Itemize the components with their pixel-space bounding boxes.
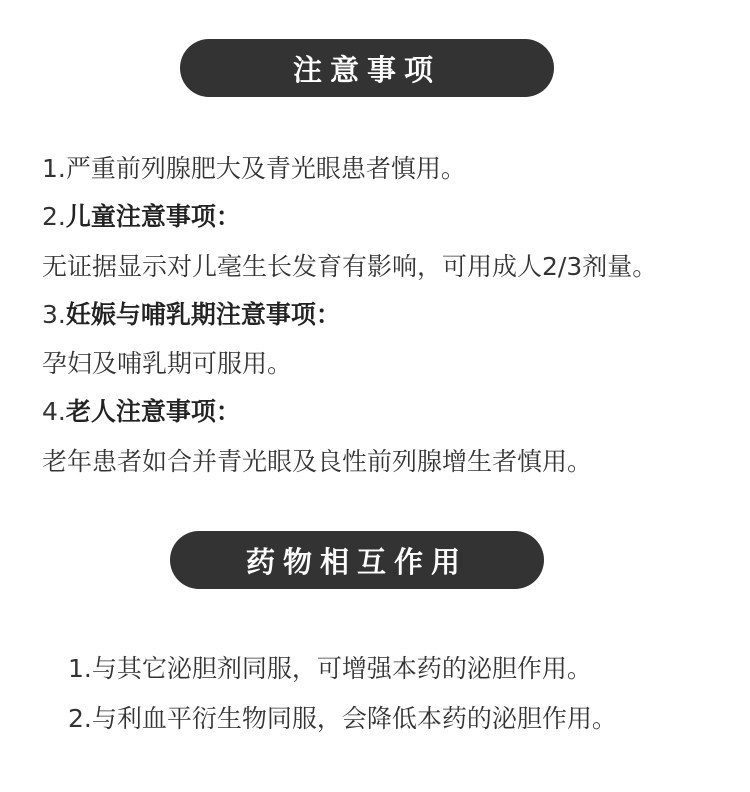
item-text: 老年患者如合并青光眼及良性前列腺增生者慎用。	[42, 447, 593, 476]
precaution-item-3-text	[42, 348, 292, 380]
item-heading: 妊娠与哺乳期注意事项：	[65, 300, 341, 329]
section-title-precautions	[180, 39, 554, 97]
precaution-item-3-heading	[42, 299, 341, 331]
item-number: 4.	[42, 397, 66, 426]
section-title-text: 药物相互作用	[245, 544, 468, 579]
item-text: 1.与其它泌胆剂同服，可增强本药的泌胆作用。	[68, 654, 592, 683]
item-text: 孕妇及哺乳期可服用。	[42, 349, 293, 378]
item-text: 无证据显示对儿毫生长发育有影响，可用成人2/3剂量。	[42, 252, 658, 281]
item-number: 1.	[42, 154, 66, 183]
item-number: 3.	[42, 300, 66, 329]
interaction-item-2	[68, 703, 617, 735]
precaution-item-1	[42, 153, 466, 185]
item-number: 2.	[42, 202, 66, 231]
precaution-item-2-heading	[42, 201, 241, 233]
item-heading: 儿童注意事项：	[65, 202, 241, 231]
item-text: 2.与利血平衍生物同服，会降低本药的泌胆作用。	[68, 704, 617, 733]
section-title-drug-interactions	[170, 531, 544, 589]
precaution-item-2-text	[42, 251, 657, 283]
precaution-item-4-heading	[42, 396, 241, 428]
precaution-item-4-text	[42, 446, 592, 478]
item-heading: 老人注意事项：	[65, 397, 241, 426]
item-text: 严重前列腺肥大及青光眼患者慎用。	[65, 154, 466, 183]
section-title-text: 注意事项	[292, 52, 441, 87]
interaction-item-1	[68, 653, 592, 685]
